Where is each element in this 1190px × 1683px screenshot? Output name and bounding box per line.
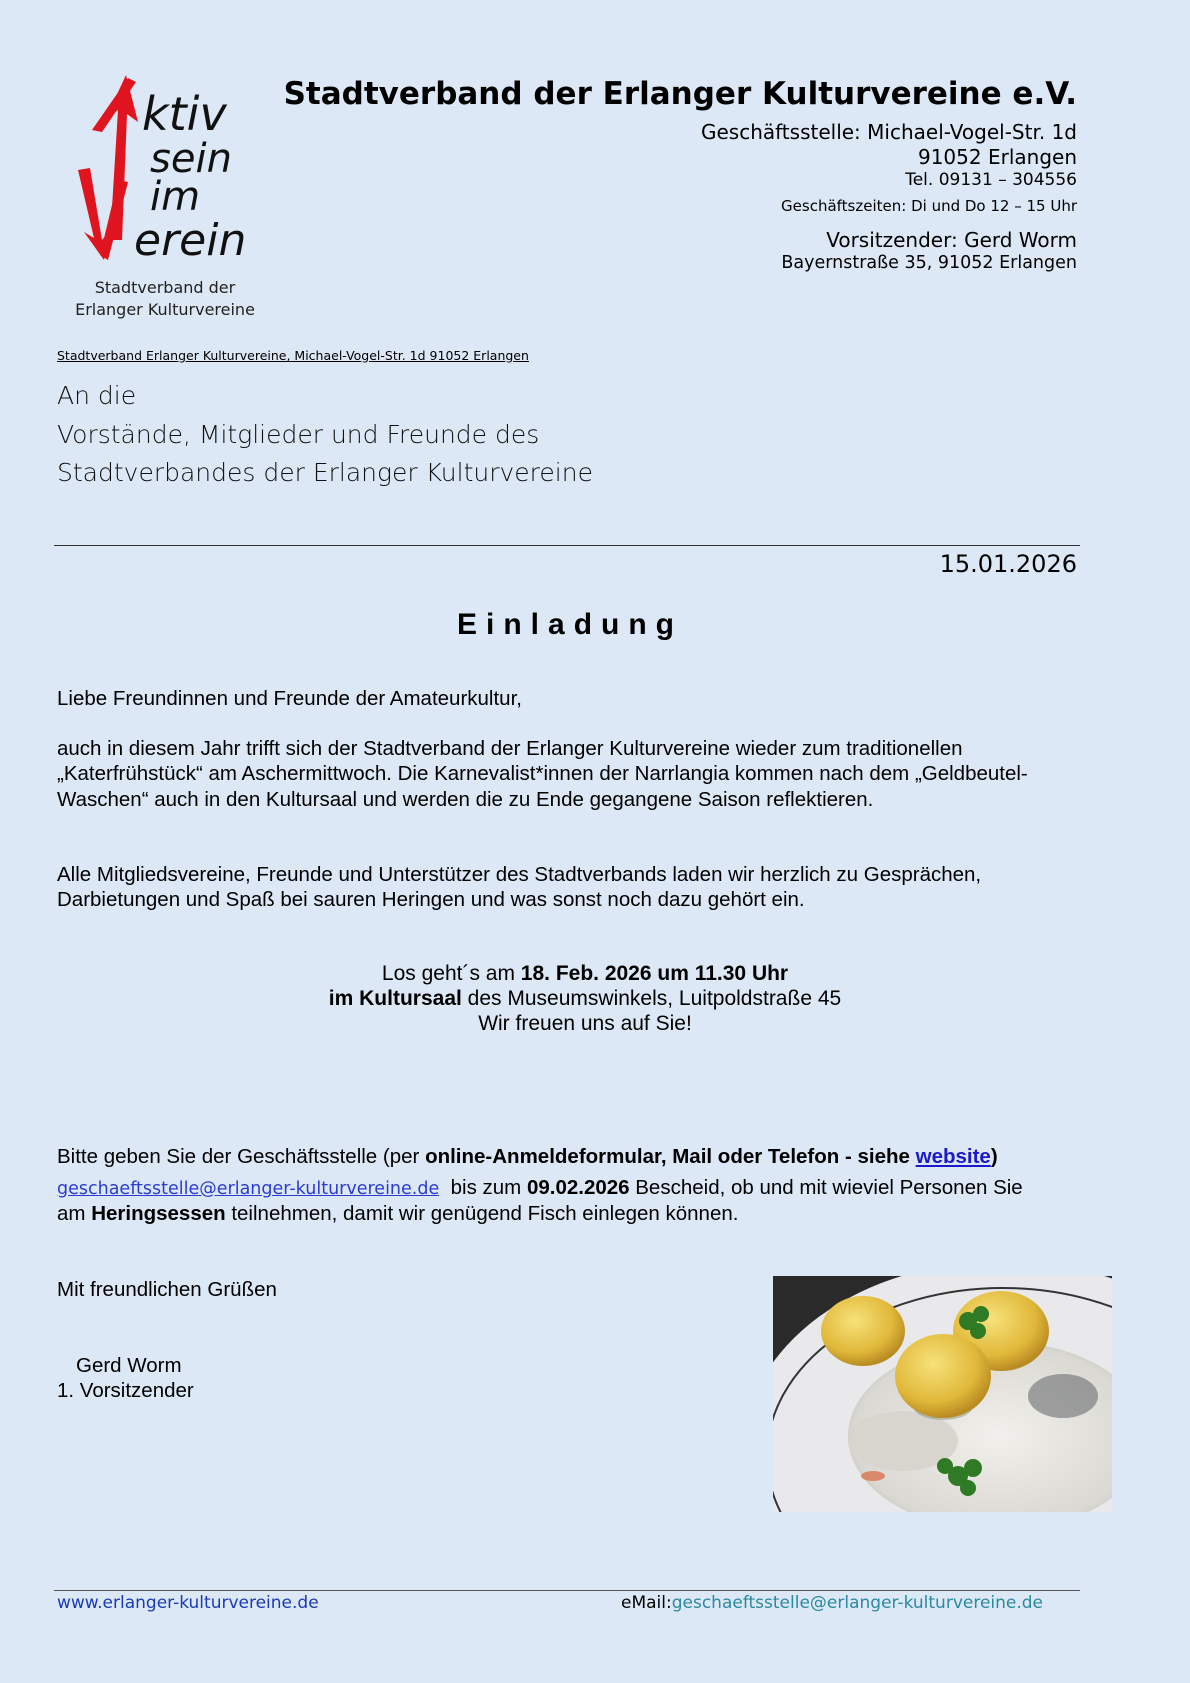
logo-graphic [70,70,260,325]
logo-caption-1: Stadtverband der [94,278,236,297]
logo-text-line3: im [150,174,201,220]
paragraph-2-line-2: Darbietungen und Spaß bei sauren Heringen und was sonst noch dazu gehört ein. [57,888,805,911]
rsvp-methods: online-Anmeldeformular, Mail oder Telefon - siehe [425,1145,916,1168]
footer-divider [54,1590,1080,1591]
organization-name: Stadtverband der Erlanger Kulturvereine e.V. [283,76,1077,112]
office-address: Geschäftsstelle: Michael-Vogel-Str. 1d [700,120,1077,144]
event-closing: Wir freuen uns auf Sie! [478,1012,692,1035]
chair-address: Bayernstraße 35, 91052 Erlangen [781,253,1077,273]
rsvp-pre: Bitte geben Sie der Geschäftsstelle (per [57,1145,426,1168]
event-location-line [0,986,1170,1012]
rsvp-event: Heringsessen [91,1202,226,1225]
office-hours: Geschäftszeiten: Di und Do 12 – 15 Uhr [781,197,1077,215]
logo-text-line1: ktiv [142,87,227,141]
logo-caption-2: Erlanger Kulturvereine [75,300,255,319]
footer-website-link[interactable]: www.erlanger-kulturvereine.de [57,1593,319,1613]
rsvp-line-3 [57,1201,738,1227]
recipient-line-2: Vorstände, Mitglieder und Freunde des [57,420,540,449]
closing-greeting: Mit freundlichen Grüßen [57,1278,277,1301]
footer-email-link[interactable]: geschaeftsstelle@erlanger-kulturvereine.de [671,1593,1044,1613]
rsvp-rest: Bescheid, ob und mit wieviel Personen Sie [629,1176,1023,1199]
website-link[interactable]: website [915,1145,991,1168]
rsvp-end: teilnehmen, damit wir genügend Fisch einlegen können. [225,1202,739,1225]
event-time-line [0,961,1170,987]
sender-line: Stadtverband Erlanger Kulturvereine, Michael-Vogel-Str. 1d 91052 Erlangen [57,348,529,363]
logo-text-line2: sein [150,136,232,182]
paragraph-1-line-1: auch in diesem Jahr trifft sich der Stadtverband der Erlanger Kulturvereine wieder zum traditionellen [57,737,963,760]
rsvp-am: am [57,1202,92,1225]
event-venue: im Kultursaal [328,987,462,1010]
event-datetime: 18. Feb. 2026 um 11.30 Uhr [520,962,789,985]
footer-email [621,1593,1043,1613]
event-des: des [461,987,508,1010]
rsvp-close: ) [990,1145,998,1168]
rsvp-by: bis zum [439,1176,527,1199]
paragraph-1-line-3: Waschen“ auch in den Kultursaal und werden die zu Ende gegangene Saison reflektieren. [57,788,874,811]
logo-text-line4: erein [134,215,247,266]
rsvp-line-1 [57,1144,998,1170]
signer-name: Gerd Worm [76,1354,182,1377]
letter-date: 15.01.2026 [939,550,1077,578]
rsvp-email-link[interactable]: geschaeftsstelle@erlanger-kulturvereine.de [57,1179,440,1199]
rsvp-deadline: 09.02.2026 [526,1176,630,1199]
office-city: 91052 Erlangen [917,145,1077,169]
divider [54,545,1080,546]
paragraph-1-line-2: „Katerfrühstück“ am Aschermittwoch. Die Karnevalist*innen der Narrlangia kommen nach dem „Geldbeutel- [57,762,1028,785]
organization-logo [70,70,260,325]
herring-dish-photo [773,1276,1112,1512]
recipient-line-1: An die [57,381,137,410]
recipient-line-3: Stadtverbandes der Erlanger Kulturvereine [57,458,593,487]
event-time-pre: Los geht´s am [381,962,521,985]
office-phone: Tel. 09131 – 304556 [905,170,1077,190]
salutation: Liebe Freundinnen und Freunde der Amateurkultur, [57,687,522,710]
chair-name: Vorsitzender: Gerd Worm [826,228,1077,252]
rsvp-line-2 [57,1175,1023,1203]
letter-heading: Einladung [457,608,683,641]
paragraph-2-line-1: Alle Mitgliedsvereine, Freunde und Unterstützer des Stadtverbands laden wir herzlich zu Gesprächen, [57,863,982,886]
event-place: Museumswinkels, Luitpoldstraße 45 [507,987,842,1010]
footer-email-label: eMail: [621,1593,672,1613]
signer-role: 1. Vorsitzender [57,1379,194,1402]
